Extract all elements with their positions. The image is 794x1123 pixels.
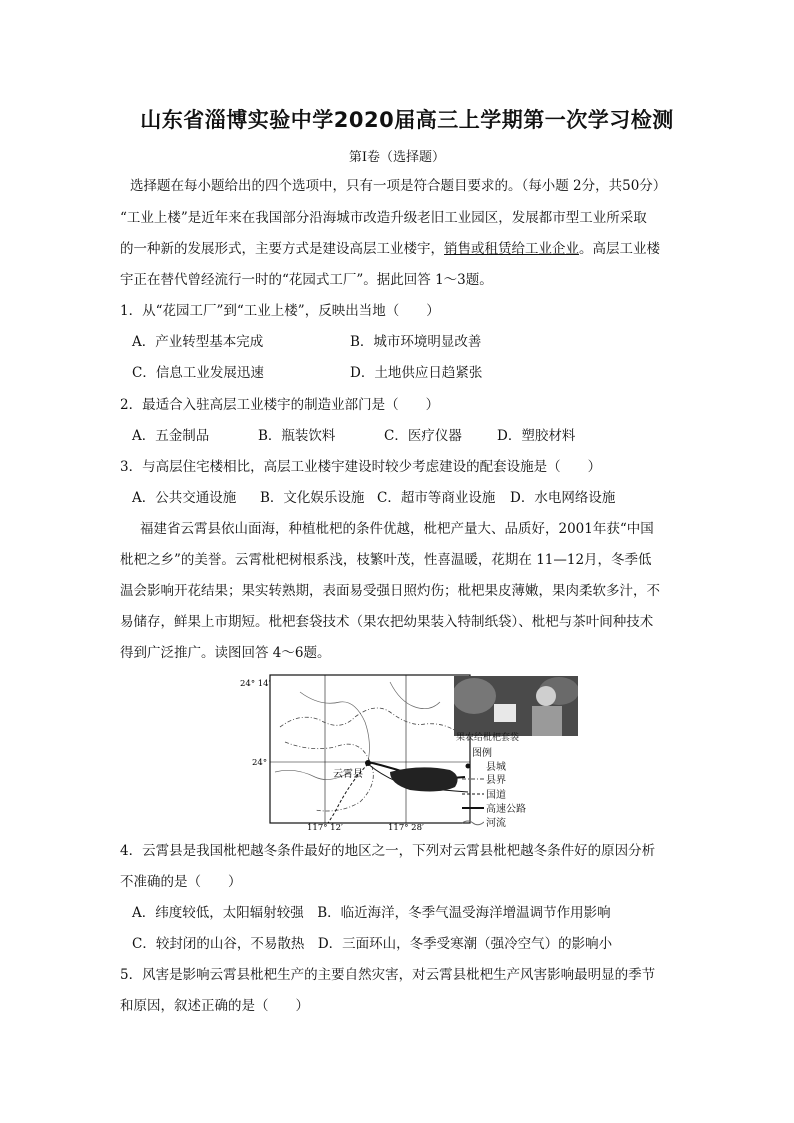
q2-stem: 2．最适合入驻高层工业楼宇的制造业部门是（ ） (120, 397, 440, 413)
river-symbol-icon (462, 817, 486, 830)
passage1-line2-underlined: 销售或租赁给工业企业 (444, 241, 579, 257)
q1-option-c: C．信息工业发展迅速 (132, 365, 264, 381)
passage1-line2-post: 。高层工业楼 (579, 241, 660, 257)
legend-national-road-label: 国道 (486, 790, 506, 801)
q2-option-d: D．塑胶材料 (497, 428, 576, 444)
q4-stem-line2: 不准确的是（ ） (120, 874, 242, 890)
photo-caption: 果农给枇杷套袋 (456, 733, 520, 743)
q3-option-d: D．水电网络设施 (510, 490, 616, 506)
passage2-line5: 得到广泛推广。读图回答 4～6题。 (120, 645, 331, 661)
passage1-line3: 宇正在替代曾经流行一时的“花园式工厂”。据此回答 1～3题。 (120, 272, 493, 288)
legend-county-seat-label: 县城 (486, 762, 506, 773)
q2-option-a: A．五金制品 (132, 428, 210, 444)
legend-title: 图例 (472, 748, 492, 759)
legend-county-border (462, 771, 506, 787)
lat-mid-label: 24° (252, 758, 268, 768)
map-frame (270, 675, 470, 823)
passage1-line2 (120, 240, 680, 258)
county-seat-dot (365, 760, 371, 766)
lon-left-label: 117° 12′ (307, 823, 343, 830)
farmer-bagging-photo (454, 676, 578, 736)
county-label: 云霄县 (333, 769, 363, 780)
q1-option-a: A．产业转型基本完成 (132, 334, 264, 350)
instructions: 选择题在每小题给出的四个选项中，只有一项是符合题目要求的。（每小题 2分，共50分） (130, 178, 667, 194)
q1-option-b: B．城市环境明显改善 (350, 334, 482, 350)
section-subtitle: 第Ⅰ卷（选择题） (348, 150, 446, 165)
photo-illustration (454, 676, 578, 736)
document-title: 山东省淄博实验中学2020届高三上学期第一次学习检测 (140, 108, 674, 132)
passage2-line1: 福建省云霄县依山面海，种植枇杷的条件优越，枇杷产量大、品质好，2001年获“中国 (140, 521, 654, 537)
q2-option-b: B．瓶装饮料 (258, 428, 336, 444)
q1-stem: 1．从“花园工厂”到“工业上楼”，反映出当地（ ） (120, 303, 440, 319)
passage2-line3: 温会影响开花结果；果实转熟期，表面易受强日照灼伤；枇杷果皮薄嫩，果肉柔软多汁，不 (120, 583, 660, 599)
q3-option-b: B．文化娱乐设施 (260, 490, 365, 506)
q2-option-c: C．医疗仪器 (384, 428, 462, 444)
q5-stem-line2: 和原因，叙述正确的是（ ） (120, 998, 309, 1014)
lat-top-label: 24° 14′ (240, 679, 271, 689)
q1-option-d: D．土地供应日趋紧张 (350, 365, 483, 381)
legend-river-label: 河流 (486, 818, 506, 829)
passage2-line2: 枇杷之乡”的美誉。云霄枇杷树根系浅，枝繁叶茂，性喜温暖，花期在 11—12月，冬季低 (120, 552, 652, 568)
passage1-line1: “工业上楼”是近年来在我国部分沿海城市改造升级老旧工业园区，发展都市型工业所采取 (120, 210, 647, 226)
q4-options-cd: C．较封闭的山谷，不易散热 D．三面环山，冬季受寒潮（强冷空气）的影响小 (132, 936, 613, 952)
legend-river (462, 814, 506, 830)
q3-option-c: C．超市等商业设施 (377, 490, 496, 506)
legend-expressway-label: 高速公路 (486, 804, 526, 815)
q5-stem-line1: 5．风害是影响云霄县枇杷生产的主要自然灾害，对云霄县枇杷生产风害影响最明显的季节 (120, 967, 656, 983)
passage1-line2-pre: 的一种新的发展形式，主要方式是建设高层工业楼宇， (120, 241, 444, 257)
legend-county-border-label: 县界 (486, 775, 506, 786)
passage2-line4: 易储存，鲜果上市期短。枇杷套袋技术（果农把幼果装入特制纸袋）、枇杷与茶叶间种技术 (120, 614, 654, 630)
lon-right-label: 117° 28′ (388, 823, 424, 830)
q4-options-ab: A．纬度较低，太阳辐射较强 B．临近海洋，冬季气温受海洋增温调节作用影响 (132, 905, 611, 921)
q3-option-a: A．公共交通设施 (132, 490, 237, 506)
q3-stem: 3．与高层住宅楼相比，高层工业楼宇建设时较少考虑建设的配套设施是（ ） (120, 459, 602, 475)
q4-stem-line1: 4．云霄县是我国枇杷越冬条件最好的地区之一，下列对云霄县枇杷越冬条件好的原因分析 (120, 843, 656, 859)
